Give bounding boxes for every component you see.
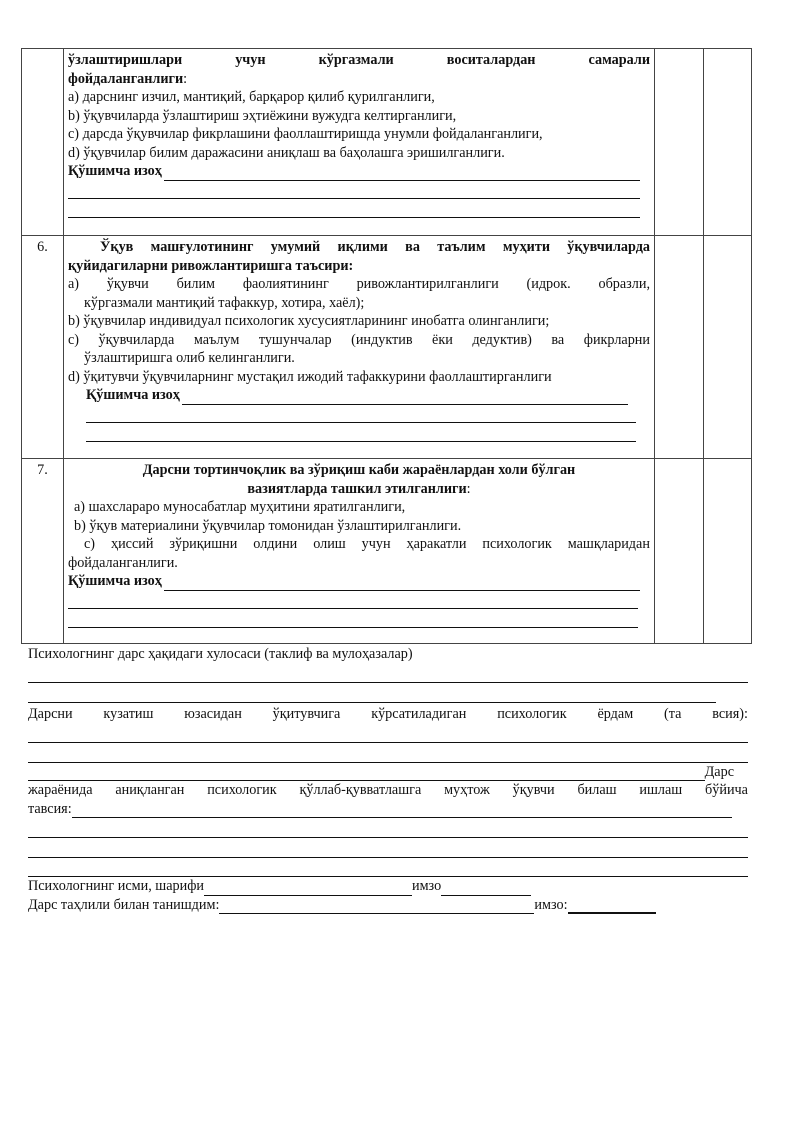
note-field[interactable] — [68, 199, 640, 218]
acquainted-label: Дарс таҳлили билан танишдим: — [28, 896, 220, 913]
score-cell[interactable] — [655, 236, 704, 459]
note-label: Қўшимча изоҳ — [68, 573, 162, 589]
list-item-cont: кўргазмали мантиқий тафаккур, хотира, хаёл); — [84, 294, 365, 311]
note-field[interactable] — [68, 591, 638, 610]
list-item: d) ўқитувчи ўқувчиларнинг мустақил ижодий тафаккурини фаоллаштирганлиги — [68, 368, 552, 385]
list-item: a) шахслараро муносабатлар муҳитини яратилганлиги, — [74, 499, 406, 515]
note-field[interactable] — [86, 423, 636, 442]
list-item: b) ўқувчилар индивидуал психологик хусусиятларининг инобатга олинганлиги; — [68, 313, 550, 329]
criterion-title: ўзлаштиришлари учун кўргазмали воситалардан самарали — [68, 52, 650, 68]
psychologist-name-field[interactable] — [204, 880, 412, 896]
criterion-title: Ўқув машғулотининг умумий иқлими ва таълим муҳити ўқувчиларда — [100, 239, 650, 255]
note-field[interactable] — [182, 389, 628, 405]
assistance-field[interactable] — [28, 723, 748, 743]
list-item: c) дарсда ўқувчилар фикрлашини фаоллаштиришда унумли фойдаланганлиги, — [68, 126, 543, 142]
row-number-cell — [22, 49, 64, 236]
note-line — [68, 162, 650, 181]
criterion-title: Дарсни тортинчоқлик ва зўриқиш каби жараёнлардан холи бўлган — [142, 462, 576, 478]
note-field[interactable] — [86, 405, 636, 424]
recommendation-field[interactable] — [28, 838, 748, 858]
note-label: Қўшимча изоҳ — [68, 163, 162, 179]
list-item: b) ўқувчиларда ўзлаштириш эҳтиёжини вужудга келтирганлиги, — [68, 107, 457, 124]
teacher-acknowledgement-line — [28, 896, 748, 915]
table-row — [22, 236, 752, 459]
conclusion-field[interactable] — [28, 664, 748, 684]
criterion-title-cont: қуйидагиларни ривожлантиришга таъсири: — [68, 257, 354, 274]
score-cell[interactable] — [704, 459, 752, 644]
criterion-title-cont: вазиятларда ташкил этилганлиги: — [247, 480, 471, 497]
table-row — [22, 49, 752, 236]
recommendation-field[interactable] — [28, 858, 748, 878]
recommendation-field[interactable] — [72, 802, 732, 818]
score-cell[interactable] — [704, 236, 752, 459]
criterion-cell — [64, 49, 655, 236]
psychologist-signature-line — [28, 877, 748, 896]
list-item: d) ўқувчилар билим даражасини аниқлаш ва баҳолашга эришилганлиги. — [68, 144, 505, 161]
note-field[interactable] — [164, 575, 640, 591]
list-item: a) ўқувчи билим фаолиятининг ривожлантирилганлиги (идрок. образли, — [68, 276, 650, 292]
signature-label: имзо: — [534, 896, 568, 913]
students-support-heading: жараёнида аниқланган психологик қўллаб-қувватлашга муҳтож ўқувчи билаш ишлаш бўйича — [28, 782, 748, 799]
note-line — [68, 386, 650, 405]
table-row — [22, 459, 752, 644]
note-field[interactable] — [68, 181, 640, 200]
note-field[interactable] — [164, 165, 640, 181]
conclusion-heading: Психологнинг дарс ҳақидаги хулосаси (таклиф ва мулоҳазалар) — [28, 646, 413, 662]
recommendation-line — [28, 800, 732, 819]
score-cell[interactable] — [655, 49, 704, 236]
conclusion-field[interactable] — [28, 683, 716, 703]
note-field[interactable] — [68, 609, 638, 628]
psychologist-signature-field[interactable] — [441, 880, 531, 896]
recommendation-field[interactable] — [28, 818, 748, 838]
teacher-name-field[interactable] — [219, 898, 534, 914]
criterion-title-cont: фойдаланганлиги: — [68, 70, 188, 87]
criterion-cell — [64, 459, 655, 644]
row-number-cell: 7. — [22, 459, 64, 644]
list-item: b) ўқув материалини ўқувчилар томонидан ўзлаштирилганлиги. — [74, 517, 462, 534]
signature-label: имзо — [411, 878, 442, 895]
criterion-cell — [64, 236, 655, 459]
psychologist-name-label: Психологнинг исми, шарифи — [28, 878, 204, 895]
list-item-cont: фойдаланганлиги. — [68, 554, 178, 571]
score-cell[interactable] — [704, 49, 752, 236]
row-number-cell: 6. — [22, 236, 64, 459]
note-line — [68, 572, 650, 591]
recommendation-label: тавсия: — [28, 800, 72, 817]
teacher-signature-field[interactable] — [568, 897, 656, 914]
list-item: c) ўқувчиларда маълум тушунчалар (индуктив ёки дедуктив) ва фикрларни — [68, 331, 650, 348]
list-item-cont: ўзлаштиришга олиб келинганлиги. — [84, 350, 295, 366]
score-cell[interactable] — [655, 459, 704, 644]
evaluation-table — [21, 48, 752, 644]
list-item: c) ҳиссий зўриқишни олдини олиш учун ҳаракатли психологик машқларидан — [84, 536, 650, 552]
note-label: Қўшимча изоҳ — [86, 387, 180, 403]
assistance-line: Дарс — [28, 763, 748, 782]
assistance-field[interactable] — [28, 765, 705, 781]
list-item: a) дарснинг изчил, мантиқий, барқарор қилиб қурилганлиги, — [68, 89, 435, 105]
conclusion-section — [28, 645, 748, 914]
assistance-heading: Дарсни кузатиш юзасидан ўқитувчига кўрсатиладиган психологик ёрдам (та всия): — [28, 705, 748, 722]
assistance-field[interactable] — [28, 743, 748, 763]
